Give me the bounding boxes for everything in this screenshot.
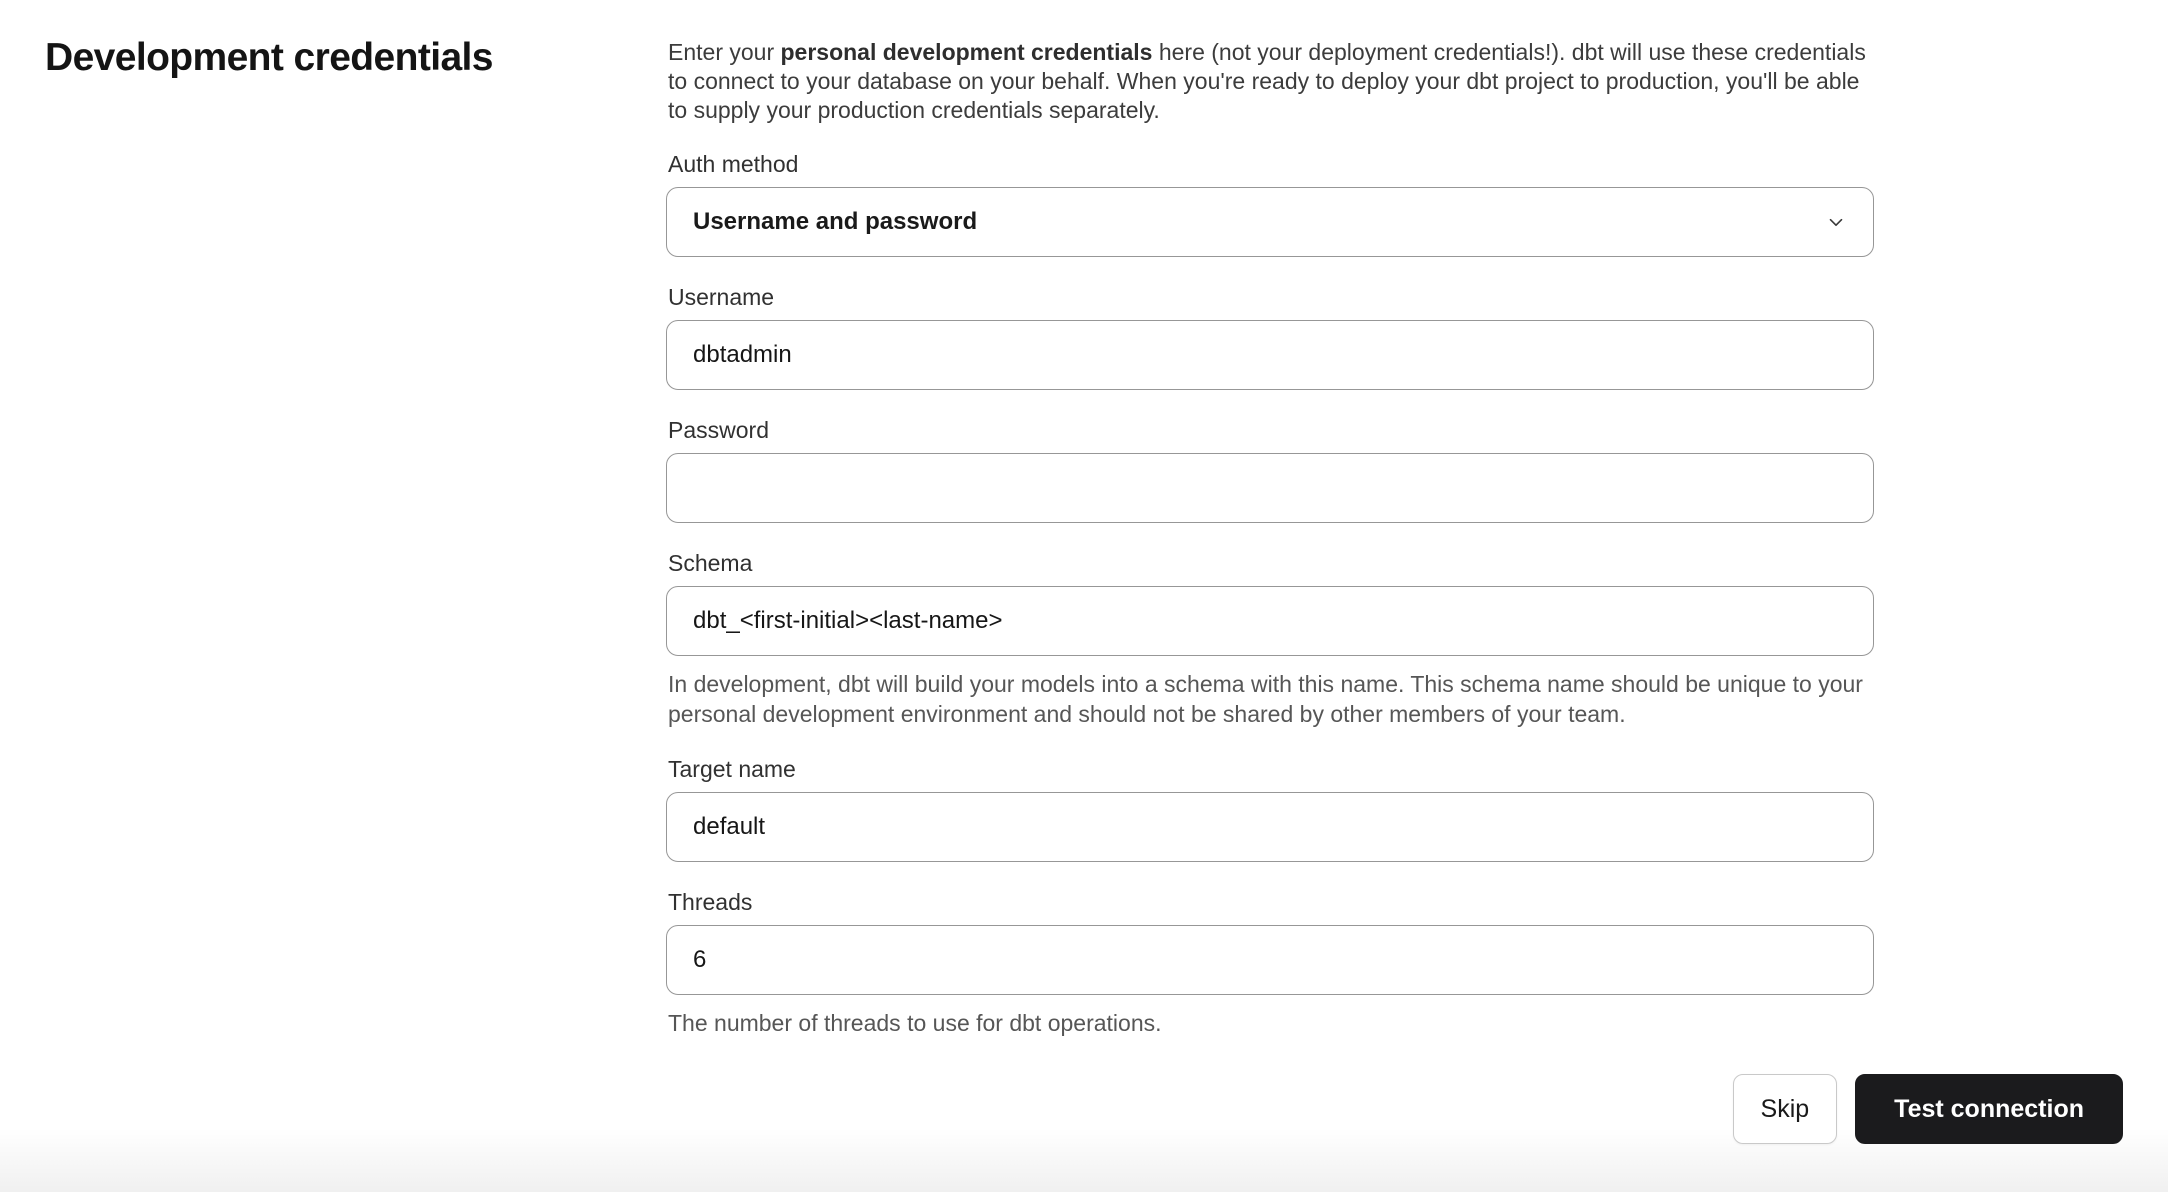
schema-label: Schema [668, 550, 753, 576]
intro-text-before: Enter your [668, 39, 781, 65]
footer-actions [1733, 1074, 2123, 1144]
target-name-input[interactable] [666, 792, 1874, 862]
password-group [666, 417, 1874, 523]
password-label: Password [668, 417, 769, 443]
auth-method-group [666, 151, 1874, 257]
auth-method-select[interactable] [666, 187, 1874, 257]
intro-text-after: here (not your deployment credentials!). dbt will use these credentials to connect to your database on your behalf. When you're ready to deploy your dbt project to production, you'll be able to supply your production credentials separately. [668, 39, 1866, 123]
threads-label: Threads [668, 889, 753, 915]
intro-paragraph [668, 38, 1874, 125]
password-input[interactable] [666, 453, 1874, 523]
schema-input[interactable] [666, 586, 1874, 656]
username-label: Username [668, 284, 775, 310]
threads-help-text: The number of threads to use for dbt operations. [668, 1010, 1162, 1036]
credentials-form [666, 38, 1874, 1065]
page-title: Development credentials [45, 36, 493, 79]
auth-method-selected-value: Username and password [693, 208, 978, 235]
intro-text-bold: personal development credentials [780, 39, 1153, 65]
skip-button[interactable]: Skip [1733, 1074, 1838, 1144]
target-name-label: Target name [668, 756, 796, 782]
test-connection-button[interactable]: Test connection [1855, 1074, 2123, 1144]
target-name-group [666, 756, 1874, 862]
username-group [666, 284, 1874, 390]
chevron-down-icon [1825, 211, 1847, 233]
schema-help-text: In development, dbt will build your models into a schema with this name. This schema name should be unique to your personal development environment and should not be shared by other members of your team. [668, 671, 1863, 727]
schema-group [666, 550, 1874, 729]
username-input[interactable] [666, 320, 1874, 390]
threads-group [666, 889, 1874, 1038]
threads-input[interactable] [666, 925, 1874, 995]
auth-method-label: Auth method [668, 151, 799, 177]
